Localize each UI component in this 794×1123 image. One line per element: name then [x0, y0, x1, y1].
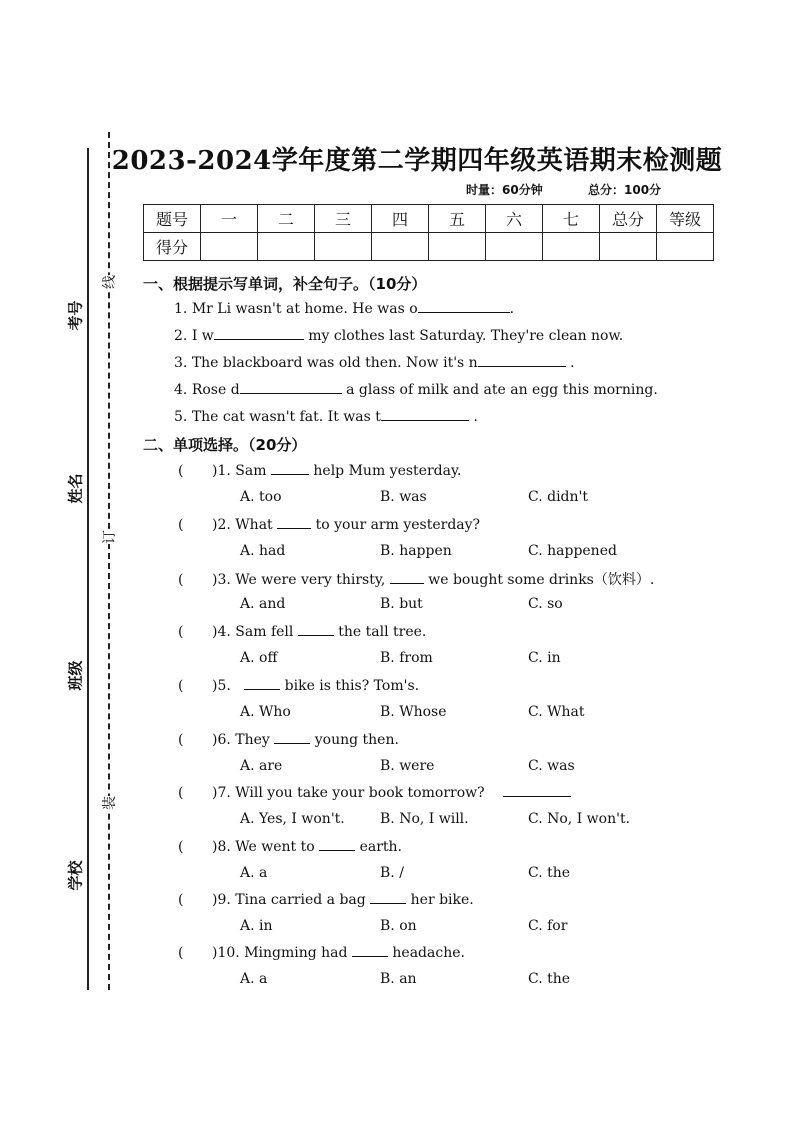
question-text: I w [191, 328, 214, 344]
option-c[interactable]: C. What [528, 704, 585, 720]
option-b[interactable]: B. an [380, 971, 417, 987]
option-a[interactable]: A. a [240, 971, 268, 987]
question-text-end: my clothes last Saturday. They're clean now. [308, 328, 624, 344]
option-b[interactable]: B. / [380, 865, 404, 881]
binding-mark-ding: 订 [99, 530, 119, 544]
question-number: )10. [212, 945, 240, 961]
question-text-end: we bought some drinks（饮料）. [428, 572, 655, 588]
answer-bracket[interactable]: ( [178, 839, 184, 855]
total-score: 总分：100分 [588, 183, 662, 197]
question-text-end: young then. [314, 732, 399, 748]
option-c[interactable]: C. No, I won't. [528, 811, 631, 827]
question-text: The cat wasn't fat. It was t [191, 409, 381, 425]
option-b[interactable]: B. was [380, 489, 427, 505]
option-b[interactable]: B. from [380, 650, 433, 666]
option-a[interactable]: A. and [240, 596, 286, 612]
binding-mark-line: 线 [99, 275, 119, 289]
answer-bracket[interactable]: ( [178, 945, 184, 961]
question-number: )2. [212, 517, 231, 533]
choice-question-1 [178, 462, 461, 479]
question-number: 2. [174, 328, 188, 344]
answer-blank[interactable] [244, 677, 280, 690]
question-text: They [235, 732, 270, 748]
question-text: Mr Li wasn't at home. He was o [191, 301, 418, 317]
option-a[interactable]: A. Who [240, 704, 291, 720]
answer-blank[interactable] [274, 731, 310, 744]
binding-mark-zhuang: 装 [99, 796, 119, 810]
class-label: 班级 [66, 660, 85, 691]
question-text-end: help Mum yesterday. [313, 463, 462, 479]
choice-question-8 [178, 838, 402, 855]
answer-blank[interactable] [370, 891, 406, 904]
option-b[interactable]: B. No, I will. [380, 811, 469, 827]
score-cell: 一 [201, 205, 258, 233]
score-empty-cell[interactable] [543, 233, 600, 261]
option-c[interactable]: C. the [528, 865, 571, 881]
option-a[interactable]: A. had [240, 543, 286, 559]
fill-question-2 [174, 327, 623, 344]
question-text: Sam fell [235, 624, 294, 640]
exam-title: 2023-2024学年度第二学期四年级英语期末检测题 [111, 146, 723, 176]
score-empty-cell[interactable] [372, 233, 429, 261]
option-a[interactable]: A. a [240, 865, 268, 881]
question-text-end: . [570, 355, 575, 371]
school-label: 学校 [66, 860, 85, 891]
score-table-header-row [144, 205, 714, 233]
score-cell: 题号 [144, 205, 201, 233]
choice-question-10 [178, 944, 465, 961]
choice-question-4 [178, 623, 426, 640]
score-label-cell: 得分 [144, 233, 201, 261]
score-empty-cell[interactable] [258, 233, 315, 261]
answer-bracket[interactable]: ( [178, 678, 184, 694]
question-text-end: . [473, 409, 478, 425]
question-text-end: earth. [359, 839, 403, 855]
fill-question-3 [174, 354, 575, 371]
question-text-end: . [509, 301, 515, 317]
option-b[interactable]: B. Whose [380, 704, 447, 720]
answer-blank[interactable] [277, 516, 311, 529]
answer-bracket[interactable]: ( [178, 892, 184, 908]
option-b[interactable]: B. happen [380, 543, 452, 559]
answer-bracket[interactable]: ( [178, 624, 184, 640]
question-text: Mingming had [244, 945, 348, 961]
question-number: 5. [174, 409, 188, 425]
answer-blank[interactable] [418, 300, 510, 313]
question-text: Tina carried a bag [235, 892, 366, 908]
question-number: )9. [212, 892, 231, 908]
choice-question-7 [178, 784, 571, 801]
question-text-end: bike is this? Tom's. [284, 678, 420, 694]
option-c[interactable]: C. so [528, 596, 563, 612]
answer-bracket[interactable]: ( [178, 732, 184, 748]
question-text: Sam [235, 463, 267, 479]
answer-bracket[interactable]: ( [178, 517, 184, 533]
option-c[interactable]: C. the [528, 971, 571, 987]
question-number: )3. [212, 572, 231, 588]
choice-question-9 [178, 891, 474, 908]
option-a[interactable]: A. are [240, 758, 283, 774]
option-a[interactable]: A. in [240, 918, 273, 934]
question-text-end: the tall tree. [338, 624, 427, 640]
option-a[interactable]: A. Yes, I won't. [240, 811, 345, 827]
option-c[interactable]: C. happened [528, 543, 617, 559]
score-empty-cell[interactable] [600, 233, 657, 261]
answer-blank[interactable] [298, 623, 334, 636]
option-a[interactable]: A. off [240, 650, 278, 666]
question-text-end: a glass of milk and ate an egg this morning. [346, 382, 658, 398]
score-cell: 三 [315, 205, 372, 233]
option-c[interactable]: C. didn't [528, 489, 589, 505]
option-c[interactable]: C. was [528, 758, 575, 774]
answer-blank[interactable] [478, 354, 566, 367]
answer-blank[interactable] [214, 327, 304, 340]
answer-bracket[interactable]: ( [178, 463, 184, 479]
question-number: 3. [174, 355, 188, 371]
question-text-end: headache. [392, 945, 465, 961]
fill-question-5 [174, 408, 478, 425]
question-text-end: her bike. [410, 892, 474, 908]
answer-blank[interactable] [503, 784, 571, 797]
answer-blank[interactable] [381, 408, 469, 421]
answer-bracket[interactable]: ( [178, 785, 184, 801]
choice-question-3 [178, 569, 654, 589]
option-c[interactable]: C. for [528, 918, 568, 934]
question-text: The blackboard was old then. Now it's n [191, 355, 478, 371]
answer-blank[interactable] [271, 462, 309, 475]
binding-solid-line [87, 148, 89, 990]
score-cell: 四 [372, 205, 429, 233]
question-number: )8. [212, 839, 231, 855]
time-limit: 时量：60分钟 [466, 183, 543, 197]
score-cell: 等级 [657, 205, 714, 233]
option-b[interactable]: B. on [380, 918, 417, 934]
score-table [143, 204, 714, 261]
answer-blank[interactable] [352, 944, 388, 957]
score-cell: 七 [543, 205, 600, 233]
question-text-end: to your arm yesterday? [315, 517, 481, 533]
choice-question-5 [178, 677, 419, 694]
option-c[interactable]: C. in [528, 650, 561, 666]
fill-question-1 [174, 300, 514, 317]
answer-blank[interactable] [390, 571, 424, 584]
score-cell: 五 [429, 205, 486, 233]
question-number: )1. [212, 463, 231, 479]
score-empty-cell[interactable] [315, 233, 372, 261]
score-table-score-row [144, 233, 714, 261]
section2-heading: 二、单项选择。（20分） [143, 436, 307, 454]
score-empty-cell[interactable] [657, 233, 714, 261]
option-a[interactable]: A. too [240, 489, 282, 505]
question-number: 1. [174, 301, 188, 317]
score-cell: 二 [258, 205, 315, 233]
question-text: We were very thirsty, [235, 572, 386, 588]
section1-heading: 一、根据提示写单词，补全句子。（10分） [143, 275, 427, 293]
question-number: )7. [212, 785, 231, 801]
choice-question-2 [178, 516, 480, 533]
question-text: What [235, 517, 273, 533]
binding-dashed-line [108, 132, 110, 990]
score-cell: 总分 [600, 205, 657, 233]
answer-blank[interactable] [319, 838, 355, 851]
choice-question-6 [178, 731, 399, 748]
answer-bracket[interactable]: ( [178, 572, 184, 588]
option-b[interactable]: B. were [380, 758, 435, 774]
name-label: 姓名 [66, 473, 85, 504]
question-number: )5. [212, 678, 231, 694]
score-empty-cell[interactable] [429, 233, 486, 261]
exam-number-label: 考号 [66, 300, 85, 331]
question-number: )6. [212, 732, 231, 748]
question-number: 4. [174, 382, 188, 398]
answer-blank[interactable] [240, 381, 342, 394]
question-text: We went to [235, 839, 315, 855]
score-empty-cell[interactable] [201, 233, 258, 261]
score-cell: 六 [486, 205, 543, 233]
question-text: Rose d [191, 382, 240, 398]
question-number: )4. [212, 624, 231, 640]
fill-question-4 [174, 381, 658, 398]
question-text: Will you take your book tomorrow? [235, 785, 485, 801]
score-empty-cell[interactable] [486, 233, 543, 261]
option-b[interactable]: B. but [380, 596, 423, 612]
